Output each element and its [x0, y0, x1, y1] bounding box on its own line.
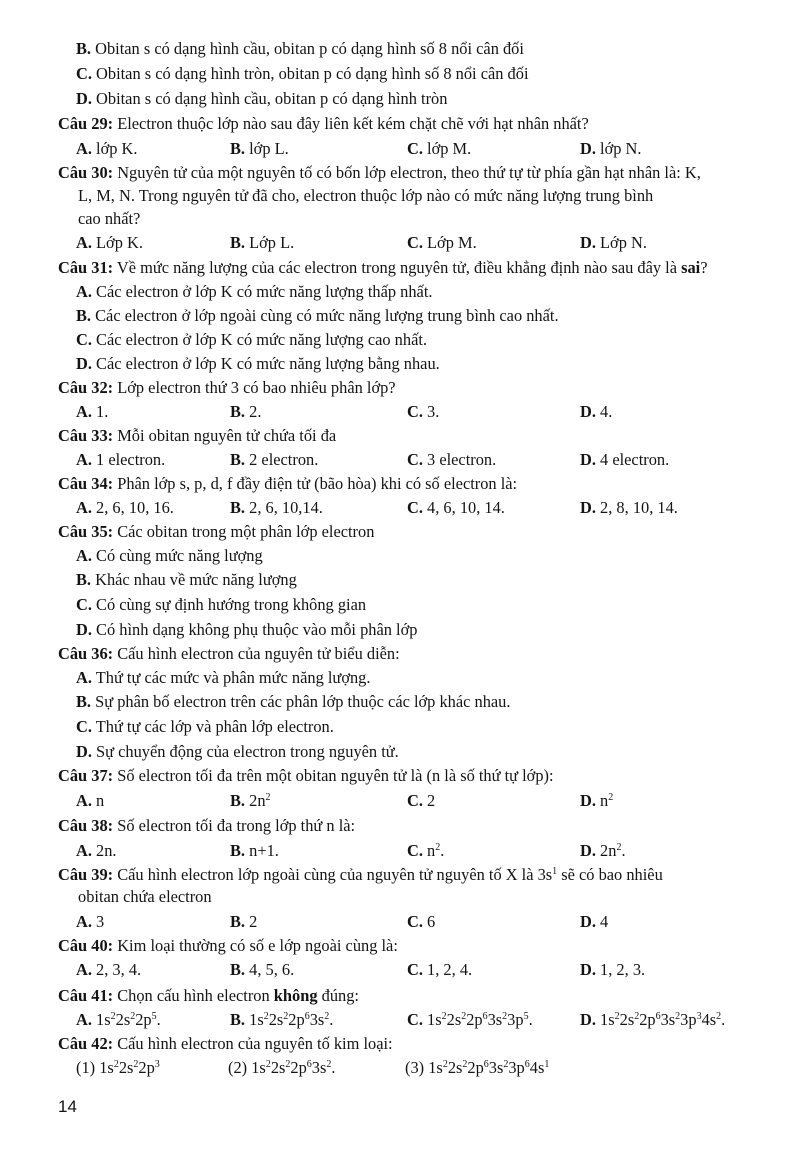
q41-options: [0, 1010, 800, 1030]
config: [427, 1010, 533, 1029]
orbital: 1s: [249, 1010, 264, 1029]
q35-option-d: D. Có hình dạng không phụ thuộc vào mỗi phân lớp: [76, 620, 418, 639]
q28-option-b: B. Obitan s có dạng hình cầu, obitan p có dạng hình số 8 nổi cân đối: [76, 39, 524, 58]
q39-option-d: D. 4: [580, 912, 609, 931]
question-38: Câu 38: Số electron tối đa trong lớp thứ n là:: [58, 816, 356, 835]
q34-option-d: D. 2, 8, 10, 14.: [580, 498, 678, 517]
q31-option-b: B. Các electron ở lớp ngoài cùng có mức năng lượng trung bình cao nhất.: [76, 306, 559, 325]
q40-option-b: B. 4, 5, 6.: [230, 960, 295, 979]
orbital: 4s: [529, 1058, 545, 1077]
page-number: 14: [58, 1097, 77, 1116]
q42-item-1: (1) $1s^22s^22p^3$: [76, 1058, 160, 1077]
q37-option-b: B. $2n^2$: [230, 791, 271, 810]
orbital: 3p: [680, 1010, 697, 1029]
q30-option-b: B. Lớp L.: [230, 233, 295, 252]
q33-option-c: C. 3 electron.: [407, 450, 497, 469]
question-30: Câu 30: Nguyên tử của một nguyên tố có bốn lớp electron, theo thứ tự từ phía gần hạt nhân là: K,: [58, 163, 701, 182]
q36-option-a: A. Thứ tự các mức và phân mức năng lượng.: [76, 668, 371, 687]
electron-count: 6: [306, 1059, 312, 1070]
config-end: .: [331, 1058, 336, 1077]
electron-count: 2: [130, 1011, 136, 1022]
config: [600, 1010, 725, 1029]
q34-option-b: B. 2, 6, 10,14.: [230, 498, 323, 517]
orbital: 2s: [447, 1058, 463, 1077]
config-end: .: [721, 1010, 726, 1029]
q34-options: [0, 498, 800, 518]
question-32: Câu 32: Lớp electron thứ 3 có bao nhiêu phân lớp?: [58, 378, 396, 397]
electron-count: 2: [283, 1011, 289, 1022]
electron-count: 2: [634, 1011, 640, 1022]
q39-option-b: B. 2: [230, 912, 258, 931]
q31-option-d: D. Các electron ở lớp K có mức năng lượng bằng nhau.: [76, 354, 440, 373]
q41-option-b: B. $1s^22s^22p^63s^2$.: [230, 1010, 334, 1029]
orbital: 1s: [251, 1058, 266, 1077]
q42-item-3: (3) $1s^22s^22p^63s^23p^64s^1$: [405, 1058, 550, 1077]
q38-option-d: D. $2n^2$.: [580, 841, 626, 860]
q35-option-a: A. Có cùng mức năng lượng: [76, 546, 263, 565]
orbital: 2s: [619, 1010, 635, 1029]
q42-items: [0, 1058, 800, 1078]
orbital: 1s: [96, 1010, 111, 1029]
q28-option-c: C. Obitan s có dạng hình tròn, obitan p có dạng hình số 8 nổi cân đối: [76, 64, 529, 83]
q40-option-a: A. 2, 3, 4.: [76, 960, 142, 979]
orbital: 2p: [467, 1058, 484, 1077]
orbital: 2p: [639, 1010, 656, 1029]
q32-options: [0, 402, 800, 422]
q29-options: [0, 139, 800, 159]
electron-count: 2: [502, 1011, 508, 1022]
electron-count: 2: [265, 1059, 271, 1070]
orbital: 2p: [138, 1058, 155, 1077]
orbital: 2s: [268, 1010, 284, 1029]
electron-count: 2: [503, 1059, 509, 1070]
q38-option-b: B. n+1.: [230, 841, 279, 860]
q38-options: [0, 841, 800, 861]
config-end: .: [156, 1010, 161, 1029]
electron-count: 2: [716, 1011, 722, 1022]
electron-count: 6: [655, 1011, 661, 1022]
electron-count: 3: [154, 1059, 160, 1070]
electron-count: 2: [285, 1059, 291, 1070]
q30-option-c: C. Lớp M.: [407, 233, 477, 252]
q36-option-c: C. Thứ tự các lớp và phân lớp electron.: [76, 717, 334, 736]
orbital: 3s: [660, 1010, 676, 1029]
question-34: Câu 34: Phân lớp s, p, d, f đầy điện tử (bão hòa) khi có số electron là:: [58, 474, 518, 493]
config: [251, 1058, 335, 1077]
question-40: Câu 40: Kim loại thường có số e lớp ngoài cùng là:: [58, 936, 398, 955]
electron-count: 6: [304, 1011, 310, 1022]
question-42: Câu 42: Cấu hình electron của nguyên tố kim loại:: [58, 1034, 393, 1053]
q32-option-d: D. 4.: [580, 402, 613, 421]
q33-options: [0, 450, 800, 470]
q40-option-d: D. 1, 2, 3.: [580, 960, 646, 979]
q37-option-a: A. n: [76, 791, 105, 810]
question-29: Câu 29: Electron thuộc lớp nào sau đây liên kết kém chặt chẽ với hạt nhân nhất?: [58, 114, 589, 133]
q41-option-c: C. $1s^22s^22p^63s^23p^5$.: [407, 1010, 533, 1029]
electron-count: 2: [675, 1011, 681, 1022]
config-end: .: [329, 1010, 334, 1029]
orbital: 3s: [309, 1010, 325, 1029]
q40-option-c: C. 1, 2, 4.: [407, 960, 473, 979]
q29-option-b: B. lớp L.: [230, 139, 289, 158]
q33-option-a: A. 1 electron.: [76, 450, 166, 469]
question-35: Câu 35: Các obitan trong một phân lớp electron: [58, 522, 375, 541]
q38-option-a: A. 2n.: [76, 841, 117, 860]
q30-option-d: D. Lớp N.: [580, 233, 647, 252]
q30-option-a: A. Lớp K.: [76, 233, 143, 252]
orbital: 2p: [466, 1010, 483, 1029]
q31-option-a: A. Các electron ở lớp K có mức năng lượng thấp nhất.: [76, 282, 433, 301]
q36-option-b: B. Sự phân bố electron trên các phân lớp thuộc các lớp khác nhau.: [76, 692, 511, 711]
electron-count: 2: [614, 1011, 620, 1022]
orbital: 3p: [507, 1010, 524, 1029]
question-30-line3: cao nhất?: [78, 209, 141, 228]
question-39-line2: obitan chứa electron: [78, 887, 212, 906]
q34-option-a: A. 2, 6, 10, 16.: [76, 498, 174, 517]
orbital: 3s: [311, 1058, 327, 1077]
q38-option-c: C. $n^2$.: [407, 841, 445, 860]
question-31: Câu 31: Về mức năng lượng của các electron trong nguyên tử, điều khẳng định nào sau đây là sai?: [58, 258, 708, 277]
q29-option-d: D. lớp N.: [580, 139, 642, 158]
electron-count: 6: [524, 1059, 530, 1070]
electron-count: 1: [544, 1059, 550, 1070]
orbital: 1s: [600, 1010, 615, 1029]
config: [96, 1010, 161, 1029]
electron-count: 2: [461, 1011, 467, 1022]
question-37: Câu 37: Số electron tối đa trên một obitan nguyên tử là (n là số thứ tự lớp):: [58, 766, 554, 785]
orbital: 2s: [270, 1058, 286, 1077]
orbital: 1s: [428, 1058, 443, 1077]
electron-count: 2: [263, 1011, 269, 1022]
electron-count: 3: [696, 1011, 702, 1022]
electron-count: 2: [326, 1059, 332, 1070]
q41-option-d: D. $1s^22s^22p^63s^23p^34s^2$.: [580, 1010, 726, 1029]
q36-option-d: D. Sự chuyển động của electron trong nguyên tử.: [76, 742, 399, 761]
orbital: 2s: [446, 1010, 462, 1029]
config: [99, 1058, 160, 1077]
q37-option-d: D. $n^2$: [580, 791, 614, 810]
q42-item-2: (2) $1s^22s^22p^63s^2$.: [228, 1058, 336, 1077]
q37-option-c: C. 2: [407, 791, 436, 810]
orbital: 1s: [427, 1010, 442, 1029]
electron-count: 5: [523, 1011, 529, 1022]
orbital: 3p: [508, 1058, 525, 1077]
question-41: Câu 41: Chọn cấu hình electron không đúng:: [58, 986, 359, 1005]
question-36: Câu 36: Cấu hình electron của nguyên tử biểu diễn:: [58, 644, 400, 663]
orbital: 1s: [99, 1058, 114, 1077]
config-end: .: [528, 1010, 533, 1029]
q39-options: [0, 912, 800, 932]
electron-count: 6: [483, 1059, 489, 1070]
q41-option-a: A. $1s^22s^22p^5$.: [76, 1010, 161, 1029]
electron-count: 5: [151, 1011, 157, 1022]
electron-count: 2: [133, 1059, 139, 1070]
q40-options: [0, 960, 800, 980]
electron-count: 2: [324, 1011, 330, 1022]
orbital: 4s: [701, 1010, 717, 1029]
q37-options: [0, 791, 800, 811]
electron-count: 6: [482, 1011, 488, 1022]
electron-count: 2: [441, 1011, 447, 1022]
q29-option-a: A. lớp K.: [76, 139, 138, 158]
question-30-line2: L, M, N. Trong nguyên tử đã cho, electron thuộc lớp nào có mức năng lượng trung bình: [78, 186, 654, 205]
q32-option-a: A. 1.: [76, 402, 109, 421]
q28-option-d: D. Obitan s có dạng hình cầu, obitan p có dạng hình tròn: [76, 89, 448, 108]
q32-option-c: C. 3.: [407, 402, 440, 421]
orbital: 3s: [487, 1010, 503, 1029]
q35-option-c: C. Có cùng sự định hướng trong không gian: [76, 595, 367, 614]
q35-option-b: B. Khác nhau về mức năng lượng: [76, 570, 297, 589]
orbital: 2s: [118, 1058, 134, 1077]
q33-option-b: B. 2 electron.: [230, 450, 319, 469]
electron-count: 2: [462, 1059, 468, 1070]
q31-option-c: C. Các electron ở lớp K có mức năng lượng cao nhất.: [76, 330, 427, 349]
orbital: 2p: [290, 1058, 307, 1077]
orbital: 3s: [488, 1058, 504, 1077]
q33-option-d: D. 4 electron.: [580, 450, 670, 469]
orbital: 2s: [115, 1010, 131, 1029]
question-39: Câu 39: Cấu hình electron lớp ngoài cùng của nguyên tử nguyên tố X là $3s^1$ sẽ có bao nhiêu: [58, 865, 663, 884]
electron-count: 2: [113, 1059, 119, 1070]
config: [428, 1058, 549, 1077]
q39-option-c: C. 6: [407, 912, 436, 931]
electron-count: 2: [110, 1011, 116, 1022]
q30-options: [0, 233, 800, 253]
q29-option-c: C. lớp M.: [407, 139, 472, 158]
q34-option-c: C. 4, 6, 10, 14.: [407, 498, 505, 517]
q39-option-a: A. 3: [76, 912, 105, 931]
q32-option-b: B. 2.: [230, 402, 262, 421]
electron-count: 2: [442, 1059, 448, 1070]
config: [249, 1010, 333, 1029]
orbital: 2p: [135, 1010, 152, 1029]
orbital: 2p: [288, 1010, 305, 1029]
question-33: Câu 33: Mỗi obitan nguyên tử chứa tối đa: [58, 426, 337, 445]
